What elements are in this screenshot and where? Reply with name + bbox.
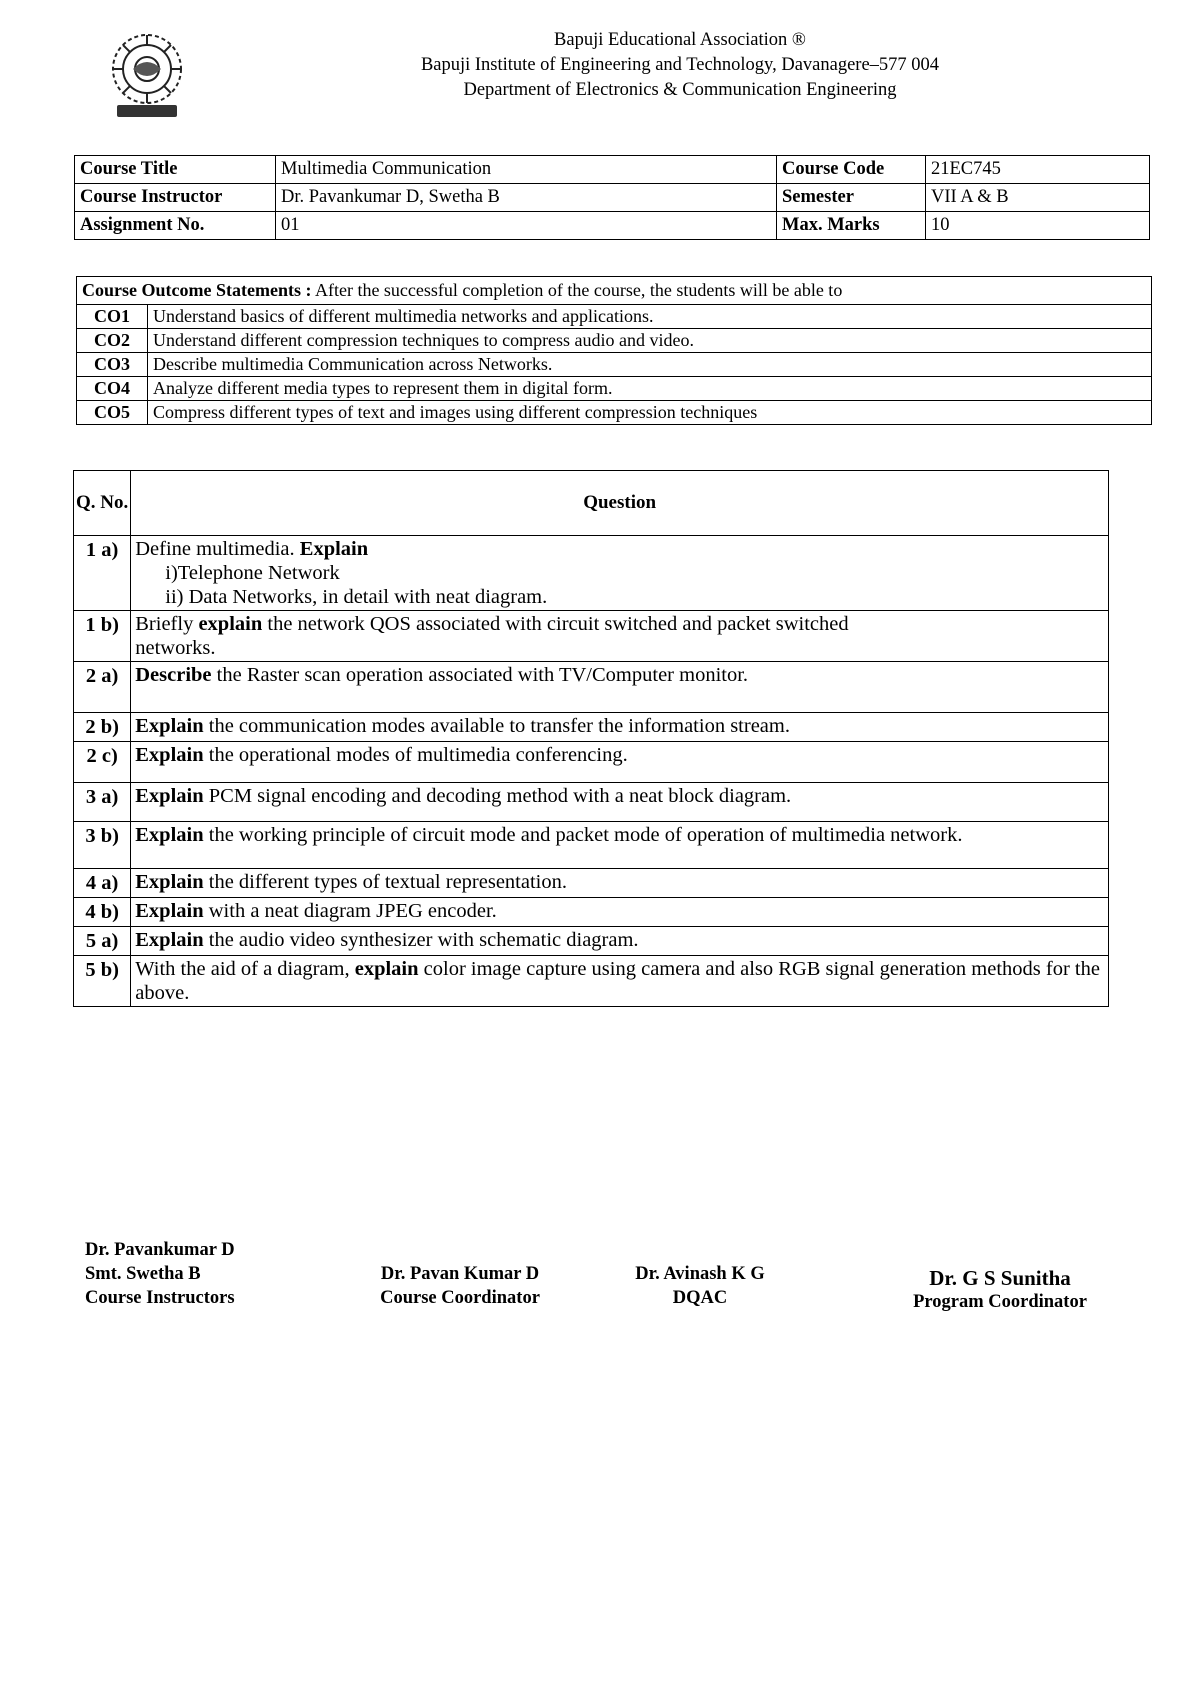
course-code-value: 21EC745 bbox=[926, 156, 1150, 184]
co-code: CO1 bbox=[77, 305, 148, 329]
table-row bbox=[74, 822, 1109, 869]
signatory-name: Dr. Avinash K G bbox=[635, 1264, 765, 1284]
signatory-role: Program Coordinator bbox=[913, 1292, 1087, 1312]
question-subitem: ii) Data Networks, in detail with neat diagram. bbox=[165, 586, 548, 608]
dqac-signature bbox=[600, 1262, 800, 1310]
question-text bbox=[131, 956, 1109, 1007]
institute-name: Bapuji Institute of Engineering and Technology, Davanagere–577 004 bbox=[420, 55, 940, 75]
department-name: Department of Electronics & Communication Engineering bbox=[463, 80, 897, 100]
question-text bbox=[131, 742, 1109, 783]
question-keyword: Explain bbox=[135, 785, 204, 807]
table-row bbox=[74, 713, 1109, 742]
assignment-no-label: Assignment No. bbox=[75, 212, 276, 240]
program-coordinator-signature bbox=[880, 1266, 1120, 1314]
question-keyword: Explain bbox=[299, 538, 369, 560]
question-text bbox=[131, 536, 1109, 611]
question-text bbox=[131, 822, 1109, 869]
table-row bbox=[75, 156, 1150, 184]
question-text bbox=[131, 611, 1109, 662]
signatory-name: Smt. Swetha B bbox=[85, 1264, 201, 1284]
association-name: Bapuji Educational Association ® bbox=[554, 30, 806, 50]
table-row bbox=[74, 898, 1109, 927]
questions-table bbox=[73, 470, 1109, 1007]
question-text-part: the operational modes of multimedia conferencing. bbox=[203, 744, 628, 766]
table-row bbox=[74, 611, 1109, 662]
table-row bbox=[74, 783, 1109, 822]
question-text bbox=[131, 927, 1109, 956]
question-number: 5 b) bbox=[74, 956, 131, 1007]
table-row bbox=[77, 277, 1152, 305]
co-text: Describe multimedia Communication across Networks. bbox=[148, 353, 1152, 377]
course-instructor-label: Course Instructor bbox=[75, 184, 276, 212]
course-outcomes-table bbox=[76, 276, 1152, 425]
question-number: 2 a) bbox=[74, 662, 131, 713]
semester-value: VII A & B bbox=[926, 184, 1150, 212]
signatory-role: DQAC bbox=[672, 1288, 728, 1308]
question-number: 2 c) bbox=[74, 742, 131, 783]
question-text-part: the audio video synthesizer with schematic diagram. bbox=[203, 929, 639, 951]
max-marks-value: 10 bbox=[926, 212, 1150, 240]
assignment-no-value: 01 bbox=[276, 212, 777, 240]
course-instructor-value: Dr. Pavankumar D, Swetha B bbox=[276, 184, 777, 212]
table-row bbox=[74, 742, 1109, 783]
question-text-part: Define multimedia. bbox=[135, 538, 300, 560]
question-keyword: explain bbox=[198, 613, 263, 635]
co-text: Understand basics of different multimedia networks and applications. bbox=[148, 305, 1152, 329]
question-text-part: color image capture using camera and also RGB signal generation methods for the above. bbox=[135, 958, 1100, 1004]
question-text-part: the different types of textual representation. bbox=[203, 871, 567, 893]
table-row bbox=[77, 401, 1152, 425]
table-row bbox=[77, 305, 1152, 329]
table-row bbox=[74, 956, 1109, 1007]
question-text bbox=[131, 662, 1109, 713]
co-code: CO2 bbox=[77, 329, 148, 353]
signatory-name: Dr. Pavankumar D bbox=[85, 1240, 235, 1260]
table-row bbox=[74, 662, 1109, 713]
course-info-table bbox=[74, 155, 1150, 240]
question-text bbox=[131, 713, 1109, 742]
course-outcomes-heading-bold: Course Outcome Statements : bbox=[82, 280, 312, 300]
co-text: Understand different compression techniques to compress audio and video. bbox=[148, 329, 1152, 353]
course-code-label: Course Code bbox=[777, 156, 926, 184]
question-text bbox=[131, 898, 1109, 927]
question-text bbox=[131, 783, 1109, 822]
question-text-part: the network QOS associated with circuit switched and packet switched networks. bbox=[135, 613, 849, 659]
table-row bbox=[75, 184, 1150, 212]
question-number: 3 b) bbox=[74, 822, 131, 869]
question-text-part: With the aid of a diagram, bbox=[135, 958, 355, 980]
question-number: 1 b) bbox=[74, 611, 131, 662]
signatory-role: Course Instructors bbox=[85, 1288, 235, 1308]
question-keyword: Explain bbox=[135, 744, 204, 766]
question-keyword: Explain bbox=[135, 929, 204, 951]
question-keyword: explain bbox=[354, 958, 419, 980]
course-title-value: Multimedia Communication bbox=[276, 156, 777, 184]
signatory-name: Dr. Pavan Kumar D bbox=[380, 1264, 540, 1284]
co-text: Compress different types of text and images using different compression techniques bbox=[148, 401, 1152, 425]
question-text-part: the communication modes available to transfer the information stream. bbox=[203, 715, 790, 737]
co-code: CO4 bbox=[77, 377, 148, 401]
signatory-role: Course Coordinator bbox=[380, 1288, 540, 1308]
semester-label: Semester bbox=[777, 184, 926, 212]
table-row bbox=[77, 329, 1152, 353]
qno-header: Q. No. bbox=[74, 471, 131, 536]
institution-emblem-icon bbox=[103, 25, 191, 123]
course-coordinator-signature bbox=[340, 1262, 580, 1310]
signatory-name: Dr. G S Sunitha bbox=[929, 1266, 1071, 1290]
table-row bbox=[74, 927, 1109, 956]
table-row bbox=[77, 377, 1152, 401]
max-marks-label: Max. Marks bbox=[777, 212, 926, 240]
question-number: 3 a) bbox=[74, 783, 131, 822]
question-keyword: Explain bbox=[135, 900, 204, 922]
question-text-part: the working principle of circuit mode and packet mode of operation of multimedia network. bbox=[203, 824, 963, 846]
question-text-part: the Raster scan operation associated with TV/Computer monitor. bbox=[211, 664, 749, 686]
question-keyword: Explain bbox=[135, 824, 204, 846]
question-header: Question bbox=[131, 471, 1109, 536]
co-code: CO3 bbox=[77, 353, 148, 377]
course-title-label: Course Title bbox=[75, 156, 276, 184]
question-text-part: PCM signal encoding and decoding method with a neat block diagram. bbox=[203, 785, 792, 807]
question-keyword: Explain bbox=[135, 871, 204, 893]
question-number: 4 a) bbox=[74, 869, 131, 898]
institution-header bbox=[330, 28, 1030, 103]
course-outcomes-heading-text: After the successful completion of the course, the students will be able to bbox=[311, 280, 843, 300]
question-text bbox=[131, 869, 1109, 898]
question-keyword: Describe bbox=[135, 664, 212, 686]
course-instructors-signature bbox=[85, 1238, 235, 1310]
question-text-part: with a neat diagram JPEG encoder. bbox=[203, 900, 497, 922]
table-header-row bbox=[74, 471, 1109, 536]
question-text-part: Briefly bbox=[135, 613, 199, 635]
table-row bbox=[77, 353, 1152, 377]
table-row bbox=[75, 212, 1150, 240]
question-number: 2 b) bbox=[74, 713, 131, 742]
question-number: 4 b) bbox=[74, 898, 131, 927]
question-number: 5 a) bbox=[74, 927, 131, 956]
table-row bbox=[74, 536, 1109, 611]
course-outcomes-heading bbox=[77, 277, 1152, 305]
table-row bbox=[74, 869, 1109, 898]
co-code: CO5 bbox=[77, 401, 148, 425]
question-number: 1 a) bbox=[74, 536, 131, 611]
question-keyword: Explain bbox=[135, 715, 204, 737]
question-subitem: i)Telephone Network bbox=[165, 562, 340, 584]
co-text: Analyze different media types to represent them in digital form. bbox=[148, 377, 1152, 401]
